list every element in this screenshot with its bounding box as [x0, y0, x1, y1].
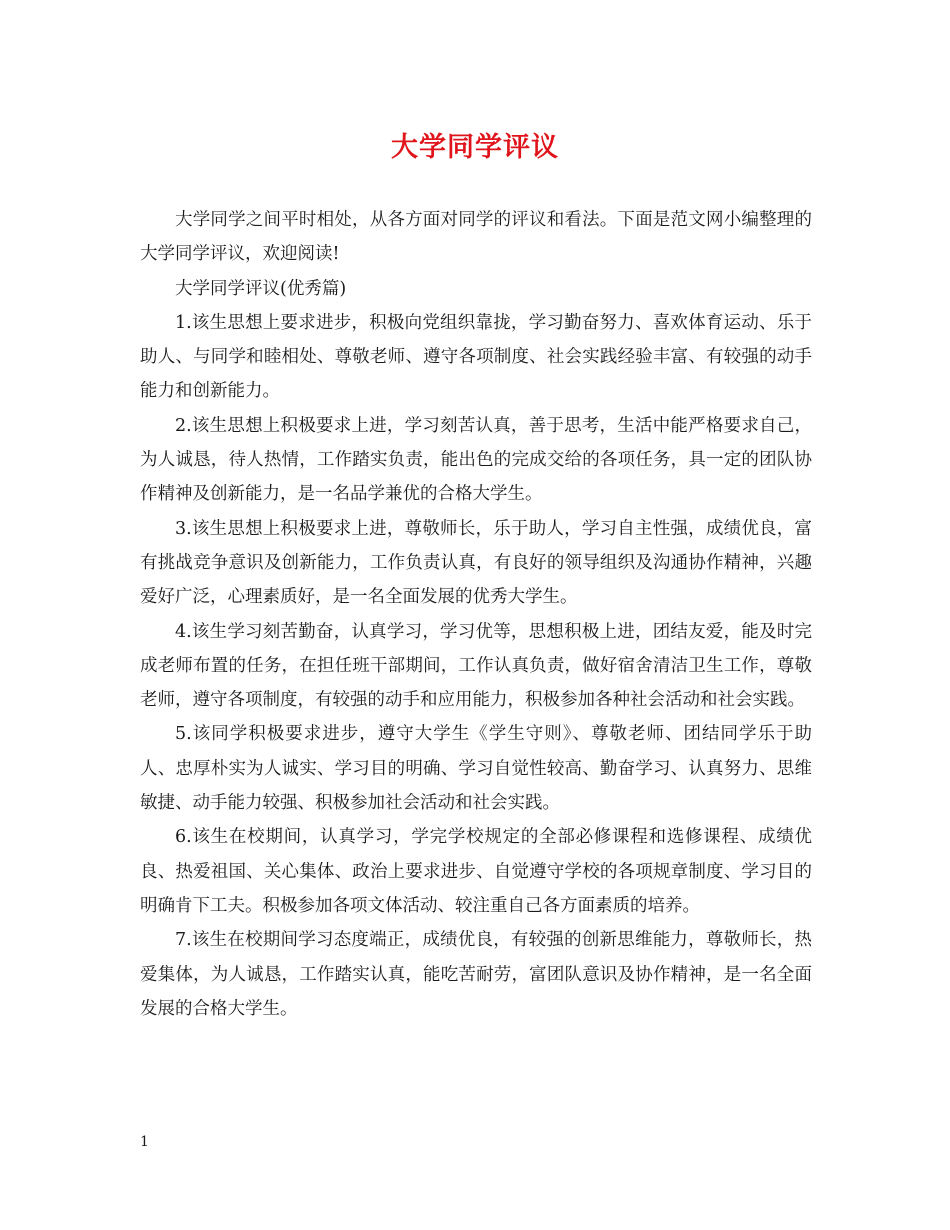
page-number: 1: [140, 1134, 149, 1150]
section-heading: 大学同学评议(优秀篇): [175, 278, 347, 299]
comment-item-7: 7.该生在校期间学习态度端正，成绩优良，有较强的创新思维能力，尊敬师长，热爱集体，为人诚恳，工作踏实认真，能吃苦耐劳，富团队意识及协作精神，是一名全面发展的合格大学生。: [140, 930, 812, 1019]
comment-item-4: 4.该生学习刻苦勤奋，认真学习，学习优等，思想积极上进，团结友爱，能及时完成老师布置的任务，在担任班干部期间，工作认真负责，做好宿舍清洁卫生工作，尊敬老师，遵守各项制度，有较强的动手和应用能力，积极参加各种社会活动和社会实践。: [140, 621, 812, 711]
comment-item-3: 3.该生思想上积极要求上进，尊敬师长，乐于助人，学习自主性强，成绩优良，富有挑战竞争意识及创新能力，工作负责认真，有良好的领导组织及沟通协作精神，兴趣爱好广泛，心理素质好，是一名全面发展的优秀大学生。: [140, 518, 812, 608]
document-body: [140, 203, 812, 1026]
document-title: 大学同学评议: [391, 132, 559, 163]
comment-item-1: 1.该生思想上要求进步，积极向党组织靠拢，学习勤奋努力、喜欢体育运动、乐于助人、与同学和睦相处、尊敬老师、遵守各项制度、社会实践经验丰富、有较强的动手能力和创新能力。: [140, 312, 812, 402]
comment-item-5: 5.该同学积极要求进步，遵守大学生《学生守则》、尊敬老师、团结同学乐于助人、忠厚朴实为人诚实、学习目的明确、学习自觉性较高、勤奋学习、认真努力、思维敏捷、动手能力较强、积极参加社会活动和社会实践。: [140, 724, 812, 814]
intro-paragraph: 大学同学之间平时相处，从各方面对同学的评议和看法。下面是范文网小编整理的大学同学评议，欢迎阅读!: [140, 210, 812, 265]
comment-item-6: 6.该生在校期间，认真学习，学完学校规定的全部必修课程和选修课程、成绩优良、热爱祖国、关心集体、政治上要求进步、自觉遵守学校的各项规章制度、学习目的明确肯下工夫。积极参加各项文体活动、较注重自己各方面素质的培养。: [140, 827, 812, 916]
comment-item-2: 2.该生思想上积极要求上进，学习刻苦认真，善于思考，生活中能严格要求自己，为人诚恳，待人热情，工作踏实负责，能出色的完成交给的各项任务，具一定的团队协作精神及创新能力，是一名品学兼优的合格大学生。: [140, 415, 812, 505]
